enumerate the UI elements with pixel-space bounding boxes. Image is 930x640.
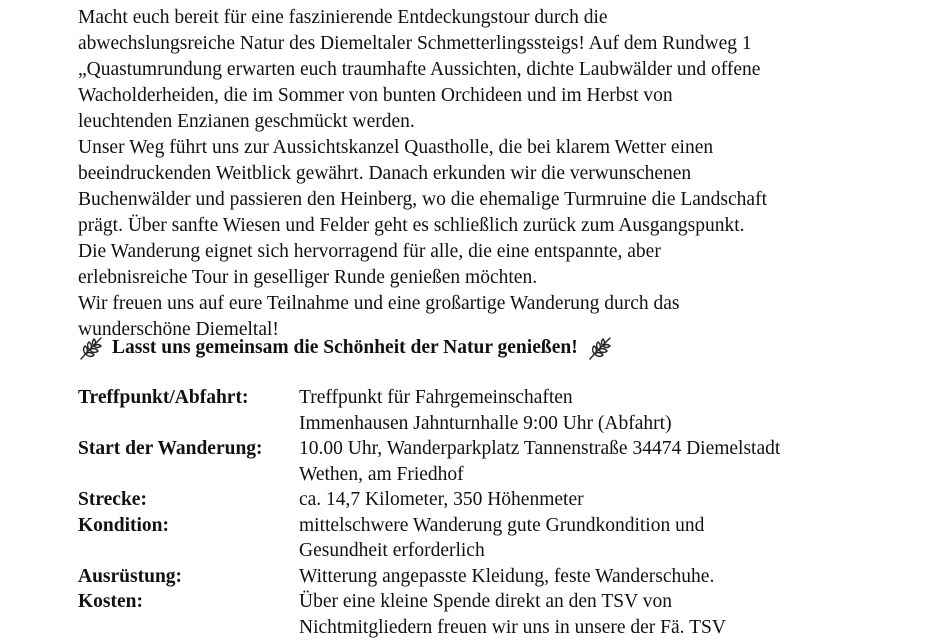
detail-label: Kosten: xyxy=(78,589,299,640)
intro-line: wunderschöne Diemeltal! xyxy=(78,317,898,343)
detail-row-kosten xyxy=(78,589,898,640)
intro-paragraph xyxy=(78,5,898,343)
motto-line xyxy=(78,333,613,363)
detail-value-line: mittelschwere Wanderung gute Grundkondition und xyxy=(299,513,704,539)
detail-row-kondition xyxy=(78,513,898,564)
detail-value-line: Wethen, am Friedhof xyxy=(299,462,780,488)
detail-row-start xyxy=(78,436,898,487)
detail-label: Start der Wanderung: xyxy=(78,436,299,487)
intro-line: erlebnisreiche Tour in geselliger Runde genießen möchten. xyxy=(78,265,898,291)
detail-row-treffpunkt xyxy=(78,385,898,436)
detail-value xyxy=(299,436,780,487)
detail-label: Treffpunkt/Abfahrt: xyxy=(78,385,299,436)
detail-row-ausruestung xyxy=(78,564,898,590)
leaf-icon xyxy=(587,335,613,361)
detail-value-line: Nichtmitgliedern freuen wir uns in unsere der Fä. TSV xyxy=(299,615,726,640)
detail-value-line: Immenhausen Jahnturnhalle 9:00 Uhr (Abfahrt) xyxy=(299,411,672,437)
detail-row-strecke xyxy=(78,487,898,513)
detail-value-line: ca. 14,7 Kilometer, 350 Höhenmeter xyxy=(299,487,584,513)
intro-line: leuchtenden Enzianen geschmückt werden. xyxy=(78,109,898,135)
intro-line: Wacholderheiden, die im Sommer von bunten Orchideen und im Herbst von xyxy=(78,83,898,109)
detail-value xyxy=(299,487,584,513)
detail-value-line: Witterung angepasste Kleidung, feste Wanderschuhe. xyxy=(299,564,714,590)
detail-value-line: Gesundheit erforderlich xyxy=(299,538,704,564)
intro-line: Buchenwälder und passieren den Heinberg, wo die ehemalige Turmruine die Landschaft xyxy=(78,187,898,213)
intro-line: Macht euch bereit für eine faszinierende Entdeckungstour durch die xyxy=(78,5,898,31)
intro-line: prägt. Über sanfte Wiesen und Felder geht es schließlich zurück zum Ausgangspunkt. xyxy=(78,213,898,239)
detail-value-line: Treffpunkt für Fahrgemeinschaften xyxy=(299,385,672,411)
motto-text: Lasst uns gemeinsam die Schönheit der Natur genießen! xyxy=(112,337,578,359)
detail-value-line: 10.00 Uhr, Wanderparkplatz Tannenstraße 34474 Diemelstadt xyxy=(299,436,780,462)
intro-line: Die Wanderung eignet sich hervorragend für alle, die eine entspannte, aber xyxy=(78,239,898,265)
detail-value xyxy=(299,589,726,640)
intro-line: „Quastumrundung erwarten euch traumhafte Aussichten, dichte Laubwälder und offene xyxy=(78,57,898,83)
intro-line: abwechslungsreiche Natur des Diemeltaler Schmetterlingssteigs! Auf dem Rundweg 1 xyxy=(78,31,898,57)
intro-line: beeindruckenden Weitblick gewährt. Danach erkunden wir die verwunschenen xyxy=(78,161,898,187)
detail-value xyxy=(299,513,704,564)
detail-value xyxy=(299,564,714,590)
leaf-icon xyxy=(78,335,104,361)
intro-line: Unser Weg führt uns zur Aussichtskanzel Quastholle, die bei klarem Wetter einen xyxy=(78,135,898,161)
detail-label: Ausrüstung: xyxy=(78,564,299,590)
detail-label: Kondition: xyxy=(78,513,299,564)
intro-line: Wir freuen uns auf eure Teilnahme und eine großartige Wanderung durch das xyxy=(78,291,898,317)
detail-label: Strecke: xyxy=(78,487,299,513)
detail-value xyxy=(299,385,672,436)
detail-value-line: Über eine kleine Spende direkt an den TSV von xyxy=(299,589,726,615)
details-table xyxy=(78,385,898,640)
